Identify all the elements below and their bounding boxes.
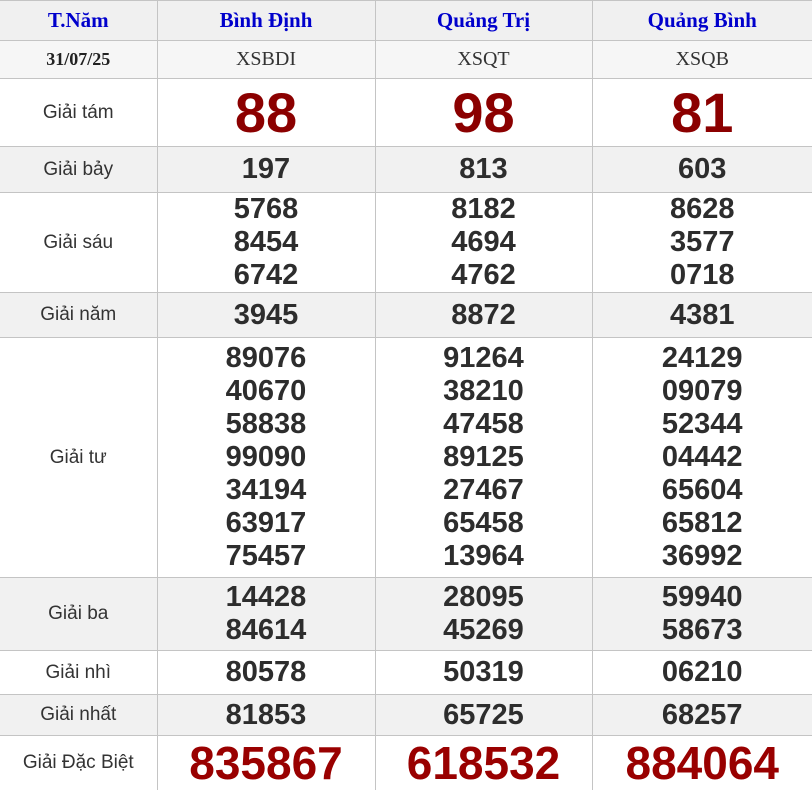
- draw-date-cell: [0, 41, 157, 79]
- prize-label-cell: [0, 338, 157, 578]
- prize-label-cell: [0, 79, 157, 147]
- province-link-quang-tri[interactable]: [375, 1, 592, 41]
- prize-row: [0, 578, 812, 651]
- province-name: Bình Định: [220, 8, 313, 32]
- prize-number-cell: [592, 79, 812, 147]
- draw-code-cell: [592, 41, 812, 79]
- prize-number: 88: [158, 83, 375, 143]
- prize-number: 5768: [158, 193, 375, 226]
- prize-number: 3945: [158, 299, 375, 332]
- prize-label: Giải năm: [40, 304, 116, 325]
- prize-number-cell: [592, 736, 812, 790]
- province-name: Quảng Trị: [437, 8, 530, 32]
- prize-number-cell: [375, 147, 592, 193]
- prize-number-cell: [375, 695, 592, 736]
- prize-row: [0, 338, 812, 578]
- prize-number: 81853: [158, 699, 375, 732]
- prize-label: Giải Đặc Biệt: [23, 752, 134, 773]
- prize-row: [0, 651, 812, 695]
- prize-number: 8628: [593, 193, 812, 226]
- prize-number-cell: [592, 193, 812, 293]
- prize-number: 80578: [158, 656, 375, 689]
- prize-number: 3577: [593, 226, 812, 259]
- prize-number: 50319: [376, 656, 592, 689]
- prize-number: 58838: [158, 408, 375, 441]
- prize-number-cell: [157, 695, 375, 736]
- prize-number-cell: [157, 578, 375, 651]
- draw-code-xsqt: XSQT: [457, 48, 509, 70]
- prize-label: Giải nhì: [46, 662, 111, 683]
- prize-number-cell: [592, 147, 812, 193]
- day-label: T.Năm: [48, 8, 109, 32]
- prize-number: 8454: [158, 226, 375, 259]
- prize-number: 65812: [593, 507, 812, 540]
- prize-number-cell: [375, 338, 592, 578]
- prize-number-cell: [375, 293, 592, 338]
- prize-number-cell: [157, 79, 375, 147]
- prize-number: 75457: [158, 540, 375, 573]
- prize-number: 99090: [158, 441, 375, 474]
- prize-number: 45269: [376, 614, 592, 647]
- province-link-quang-binh[interactable]: [592, 1, 812, 41]
- draw-date: 31/07/25: [46, 49, 110, 69]
- prize-number-cell: [375, 651, 592, 695]
- header-row: [0, 1, 812, 41]
- prize-label: Giải tám: [43, 102, 114, 123]
- prize-number: 884064: [593, 738, 812, 788]
- prize-row: [0, 695, 812, 736]
- prize-number-cell: [157, 338, 375, 578]
- prize-number: 835867: [158, 738, 375, 788]
- prize-number: 63917: [158, 507, 375, 540]
- prize-label-cell: [0, 578, 157, 651]
- prize-number: 36992: [593, 540, 812, 573]
- day-label-cell: [0, 1, 157, 41]
- prize-number-cell: [592, 695, 812, 736]
- prize-number: 28095: [376, 581, 592, 614]
- prize-rows: [0, 79, 812, 790]
- prize-number: 24129: [593, 342, 812, 375]
- prize-row: [0, 147, 812, 193]
- prize-number: 98: [376, 83, 592, 143]
- prize-label-cell: [0, 147, 157, 193]
- prize-number: 58673: [593, 614, 812, 647]
- prize-number-cell: [157, 293, 375, 338]
- prize-number-cell: [592, 651, 812, 695]
- draw-code-xsbdi: XSBDI: [236, 48, 296, 70]
- prize-number: 65604: [593, 474, 812, 507]
- prize-number: 89076: [158, 342, 375, 375]
- prize-number: 197: [158, 153, 375, 186]
- prize-number: 89125: [376, 441, 592, 474]
- prize-label-cell: [0, 193, 157, 293]
- date-row: [0, 41, 812, 79]
- prize-number: 09079: [593, 375, 812, 408]
- prize-number-cell: [375, 193, 592, 293]
- prize-label-cell: [0, 651, 157, 695]
- prize-number: 59940: [593, 581, 812, 614]
- prize-number: 65725: [376, 699, 592, 732]
- prize-row: [0, 736, 812, 790]
- prize-number-cell: [157, 193, 375, 293]
- prize-number: 06210: [593, 656, 812, 689]
- prize-number: 38210: [376, 375, 592, 408]
- prize-number: 40670: [158, 375, 375, 408]
- prize-number: 13964: [376, 540, 592, 573]
- prize-number-cell: [157, 736, 375, 790]
- prize-row: [0, 293, 812, 338]
- prize-number: 52344: [593, 408, 812, 441]
- prize-row: [0, 79, 812, 147]
- prize-number: 27467: [376, 474, 592, 507]
- prize-number: 8182: [376, 193, 592, 226]
- prize-label: Giải bảy: [43, 159, 113, 180]
- prize-number: 68257: [593, 699, 812, 732]
- prize-label-cell: [0, 293, 157, 338]
- prize-number: 603: [593, 153, 812, 186]
- prize-number: 4694: [376, 226, 592, 259]
- prize-number: 8872: [376, 299, 592, 332]
- prize-number-cell: [157, 147, 375, 193]
- prize-number-cell: [375, 736, 592, 790]
- draw-code-cell: [375, 41, 592, 79]
- prize-number: 0718: [593, 259, 812, 292]
- prize-label: Giải sáu: [43, 232, 113, 253]
- prize-number: 84614: [158, 614, 375, 647]
- prize-number: 04442: [593, 441, 812, 474]
- prize-label-cell: [0, 695, 157, 736]
- prize-number: 4762: [376, 259, 592, 292]
- prize-number-cell: [592, 578, 812, 651]
- prize-row: [0, 193, 812, 293]
- prize-number: 47458: [376, 408, 592, 441]
- prize-number: 618532: [376, 738, 592, 788]
- prize-label-cell: [0, 736, 157, 790]
- draw-code-cell: [157, 41, 375, 79]
- prize-number: 14428: [158, 581, 375, 614]
- prize-label: Giải tư: [50, 447, 107, 468]
- prize-label: Giải nhất: [40, 704, 116, 725]
- province-link-binh-dinh[interactable]: [157, 1, 375, 41]
- prize-number: 81: [593, 83, 812, 143]
- draw-code-xsqb: XSQB: [676, 48, 729, 70]
- prize-number-cell: [375, 79, 592, 147]
- prize-number: 813: [376, 153, 592, 186]
- prize-number: 6742: [158, 259, 375, 292]
- prize-number-cell: [592, 338, 812, 578]
- prize-number: 65458: [376, 507, 592, 540]
- prize-number-cell: [592, 293, 812, 338]
- prize-number: 4381: [593, 299, 812, 332]
- prize-number: 91264: [376, 342, 592, 375]
- prize-label: Giải ba: [48, 603, 108, 624]
- prize-number-cell: [375, 578, 592, 651]
- prize-number-cell: [157, 651, 375, 695]
- province-name: Quảng Bình: [648, 8, 757, 32]
- prize-number: 34194: [158, 474, 375, 507]
